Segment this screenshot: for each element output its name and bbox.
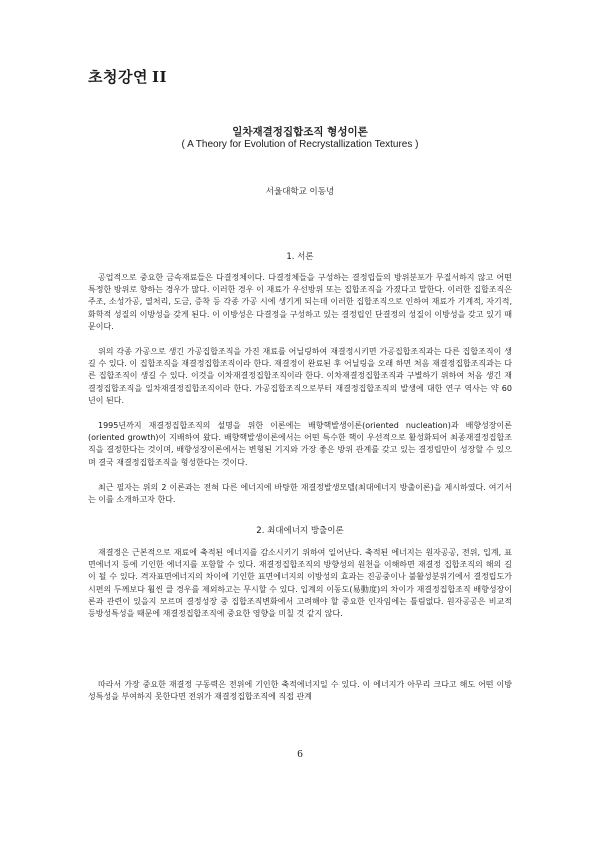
page-number: 6 <box>297 748 303 760</box>
lecture-header <box>88 66 167 87</box>
paragraph: 1995년까지 재결정집합조직의 설명을 위한 이론에는 배향핵발생이론(oriented nucleation)과 배향성장이론(oriented growth)이 지배하여 왔다. 배향핵발생이론에서는 어떤 특수한 핵이 우선적으로 활성화되어 최종재결정집합조직을 결정한다는 것이며, 배향성장이론에서는 변형된 기지와 가장 좋은 방위 관계를 갖고 있는 결정립만이 성장할 수 있으며 결국 재결정집합조직을 형성한다는 것이다. <box>88 421 512 467</box>
paper-title: 일차재결정집합조직 형성이론 <box>232 126 368 138</box>
section-heading-introduction: 1. 서론 <box>286 252 314 262</box>
paragraph: 재결정은 근본적으로 재료에 축적된 에너지를 감소시키기 위하여 일어난다. 축적된 에너지는 원자공공, 전위, 입계, 표면에너지 등에 기인한 에너지를 포함할 수 있다. 재결정집합조직의 방향성의 원천을 이해하면 재결정 집합조직의 해의 길이 될 수 있다. 격자표면에너지의 차이에 기인한 표면에너지의 이방성의 효과는 진공중이나 불활성분위기에서 결정립도가 시편의 두께보다 훨씬 클 경우를 제외하고는 무시할 수 있다. 입계의 이동도(易動度)의 차이가 재결정집합조직 배향성장이론과 관련이 있을지 모르며 결정성장 중 집합조직변화에서 고려해야 할 중요한 인자임에는 틀림없다. 원자공공은 비교적 등방성특성을 때문에 재결정집합조직에 중요한 영향을 미칠 것 같지 않다. <box>88 548 512 619</box>
paper-subtitle: ( A Theory for Evolution of Recrystallization Textures ) <box>181 139 419 150</box>
paragraph: 공업적으로 중요한 금속재료들은 다결정체이다. 다결정체들을 구성하는 결정립들의 방위분포가 무질서하지 않고 어떤 특정한 방위로 향하는 경우가 많다. 이러한 경우 이 재료가 우선방위 또는 집합조직을 가졌다고 말한다. 이러한 집합조직은 주조, 소성가공, 열처리, 도금, 증착 등 각종 가공 시에 생기게 되는데 이러한 집합조직으로 인하여 재료가 기계적, 자기적, 화학적 성질의 이방성을 갖게 된다. 이 이방성은 다결정을 구성하고 있는 결정립인 단결정의 성질이 이방성을 갖고 있기 때문이다. <box>88 273 512 331</box>
header-label: 초청강연 <box>88 68 148 86</box>
section-heading-max-energy-release: 2. 최대에너지 방출이론 <box>256 526 344 536</box>
paragraph: 따라서 가장 중요한 재결정 구동력은 전위에 기인한 축적에너지일 수 있다. 이 에너지가 아무리 크다고 해도 어떤 이방성특성을 부여하지 못한다면 전위가 재결정집합조직에 직접 관계 <box>88 680 512 702</box>
author-affiliation: 서울대학교 이동녕 <box>265 187 335 197</box>
paragraph: 위의 각종 가공으로 생긴 가공집합조직을 가진 재료를 어닐링하여 재결정시키면 가공집합조직과는 다른 집합조직이 생길 수 있다. 이 집합조직을 재결정집합조직이라 한다. 재결정이 완료된 후 어닐링을 오래 하면 처음 재결정집합조직과는 다른 집합조직이 생길 수 있다. 이것을 이차재결정집합조직이라 한다. 이차재결정집합조직과 구별하기 위하여 처음 생긴 재결정집합조직을 일차재결정집합조직이라 한다. 가공집합조직으로부터 재결정집합조직의 발생에 대한 연구 역사는 약 60년이 된다. <box>88 347 512 405</box>
paragraph: 최근 필자는 위의 2 이론과는 전혀 다른 에너지에 바탕한 재결정발생모델(최대에너지 방출이론)을 제시하였다. 여기서는 이를 소개하고자 한다. <box>88 483 512 505</box>
header-roman-numeral: II <box>151 68 168 86</box>
